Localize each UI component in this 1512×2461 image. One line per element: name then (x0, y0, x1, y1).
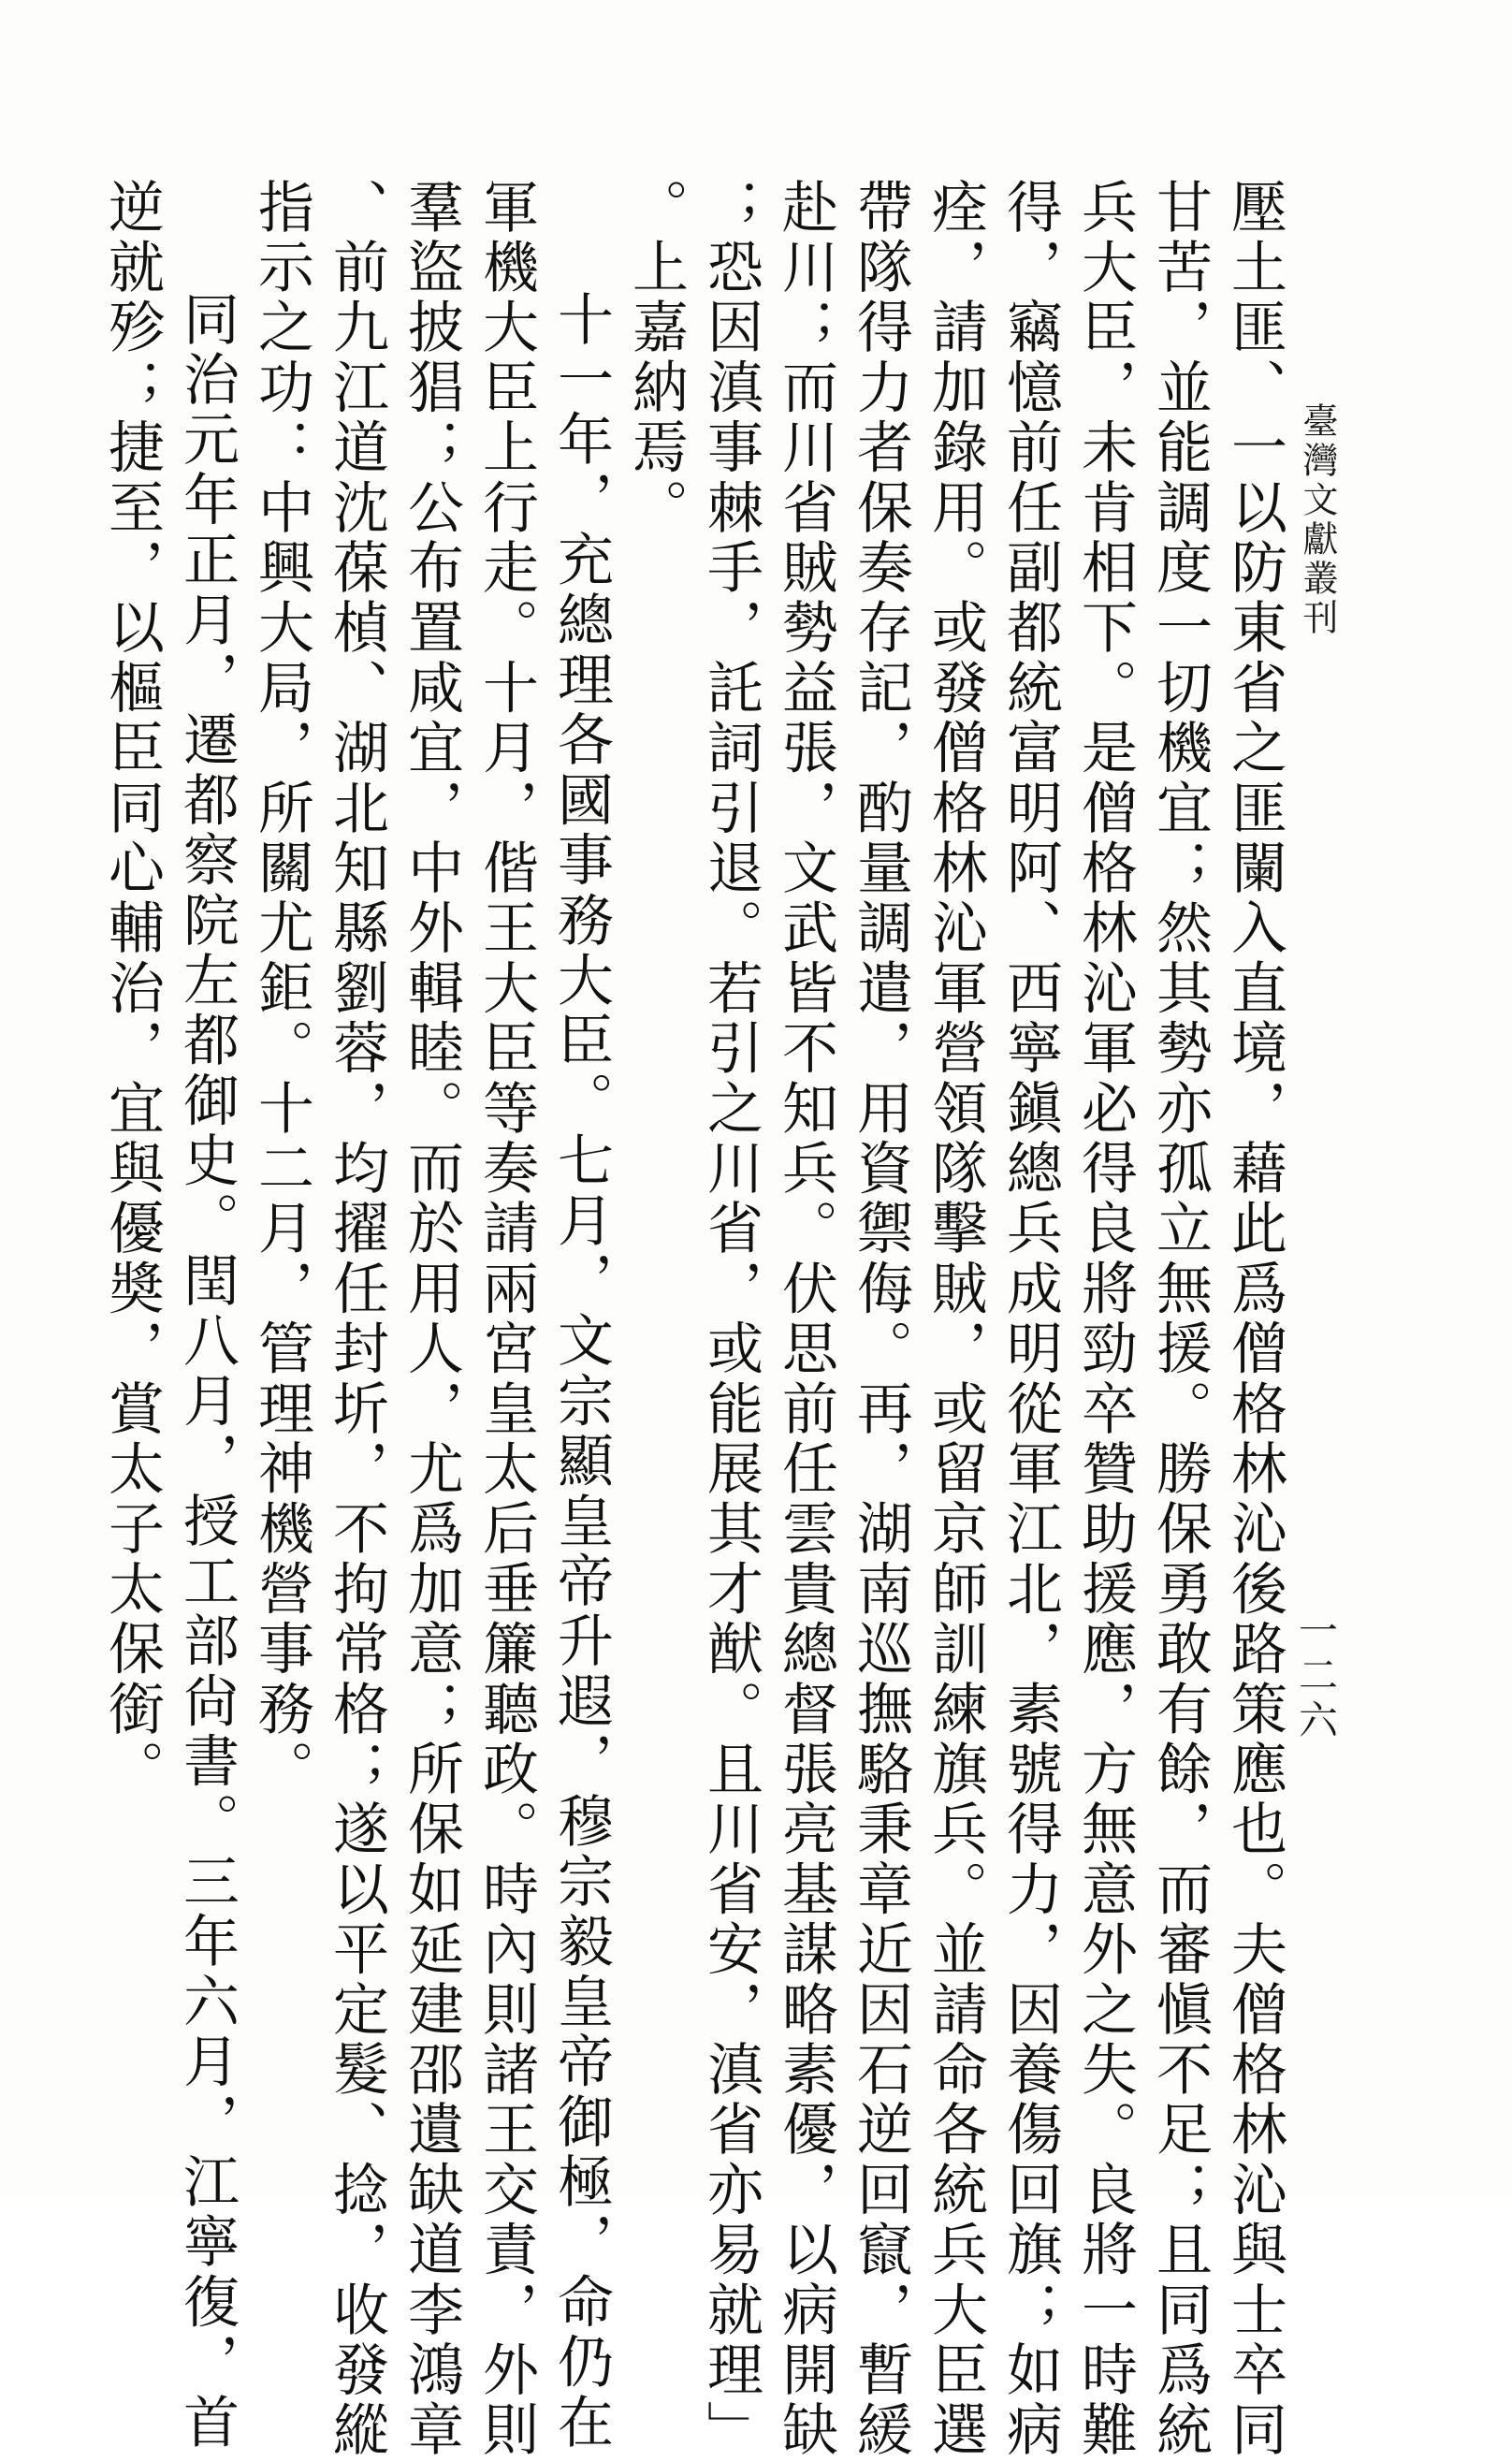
text-column-2: 甘苦，並能調度一切機宜；然其勢亦孤立無援。勝保勇敢有餘，而審愼不足；且同爲統 (1147, 178, 1213, 2461)
page-number: 一二六 (1293, 1609, 1339, 1744)
text-column-11: 軍機大臣上行走。十月，偕王大臣等奏請兩宮皇太后垂簾聽政。時內則諸王交責，外則 (473, 178, 539, 2461)
text-column-4: 得，竊憶前任副都統富明阿、西寧鎭總兵成明從軍江北，素號得力，因養傷回旗；如病 (997, 178, 1063, 2461)
body-text (94, 178, 1292, 2461)
text-column-3: 兵大臣，未肯相下。是僧格林沁軍必得良將勁卒贊助援應，方無意外之失。良將一時難 (1072, 178, 1138, 2461)
text-column-16: 逆就殄；捷至，以樞臣同心輔治，宜與優奬，賞太子太保銜。 (99, 178, 165, 1800)
text-column-9: 。上嘉納焉。 (623, 178, 689, 539)
text-column-6: 帶隊得力者保奏存記，酌量調遣，用資禦侮。再，湖南巡撫駱秉章近因石逆回竄，暫緩 (848, 178, 913, 2461)
text-column-7: 赴川；而川省賊勢益張，文武皆不知兵。伏思前任雲貴總督張亮基謀略素優，以病開缺 (773, 178, 838, 2461)
text-column-14: 指示之功：中興大局，所關尤鉅。十二月，管理神機營事務。 (249, 178, 314, 1800)
text-column-5: 痊，請加錄用。或發僧格林沁軍營領隊擊賊，或留京師訓練旗兵。並請命各統兵大臣選 (923, 178, 988, 2461)
text-column-10: 十一年，充總理各國事務大臣。七月，文宗顯皇帝升遐，穆宗毅皇帝御極，命仍在 (548, 290, 614, 2454)
running-title: 臺灣文獻叢刊 (1297, 402, 1338, 638)
text-column-12: 羣盜披猖；公布置咸宜，中外輯睦。而於用人，尤爲加意；所保如延建邵遺缺道李鴻章 (399, 178, 464, 2461)
text-column-15: 同治元年正月，遷都察院左都御史。閏八月，授工部尙書。三年六月，江寧復，首 (174, 290, 240, 2454)
text-column-13: 、前九江道沈葆楨、湖北知縣劉蓉，均擢任封圻，不拘常格；遂以平定髮、捻，收發縱 (324, 178, 389, 2461)
text-column-8: ；恐因滇事棘手，託詞引退。若引之川省，或能展其才猷。且川省安，滇省亦易就理」 (698, 178, 763, 2461)
text-column-1: 壓土匪、一以防東省之匪闌入直境，藉此爲僧格林沁後路策應也。夫僧格林沁與士卒同 (1222, 178, 1287, 2461)
